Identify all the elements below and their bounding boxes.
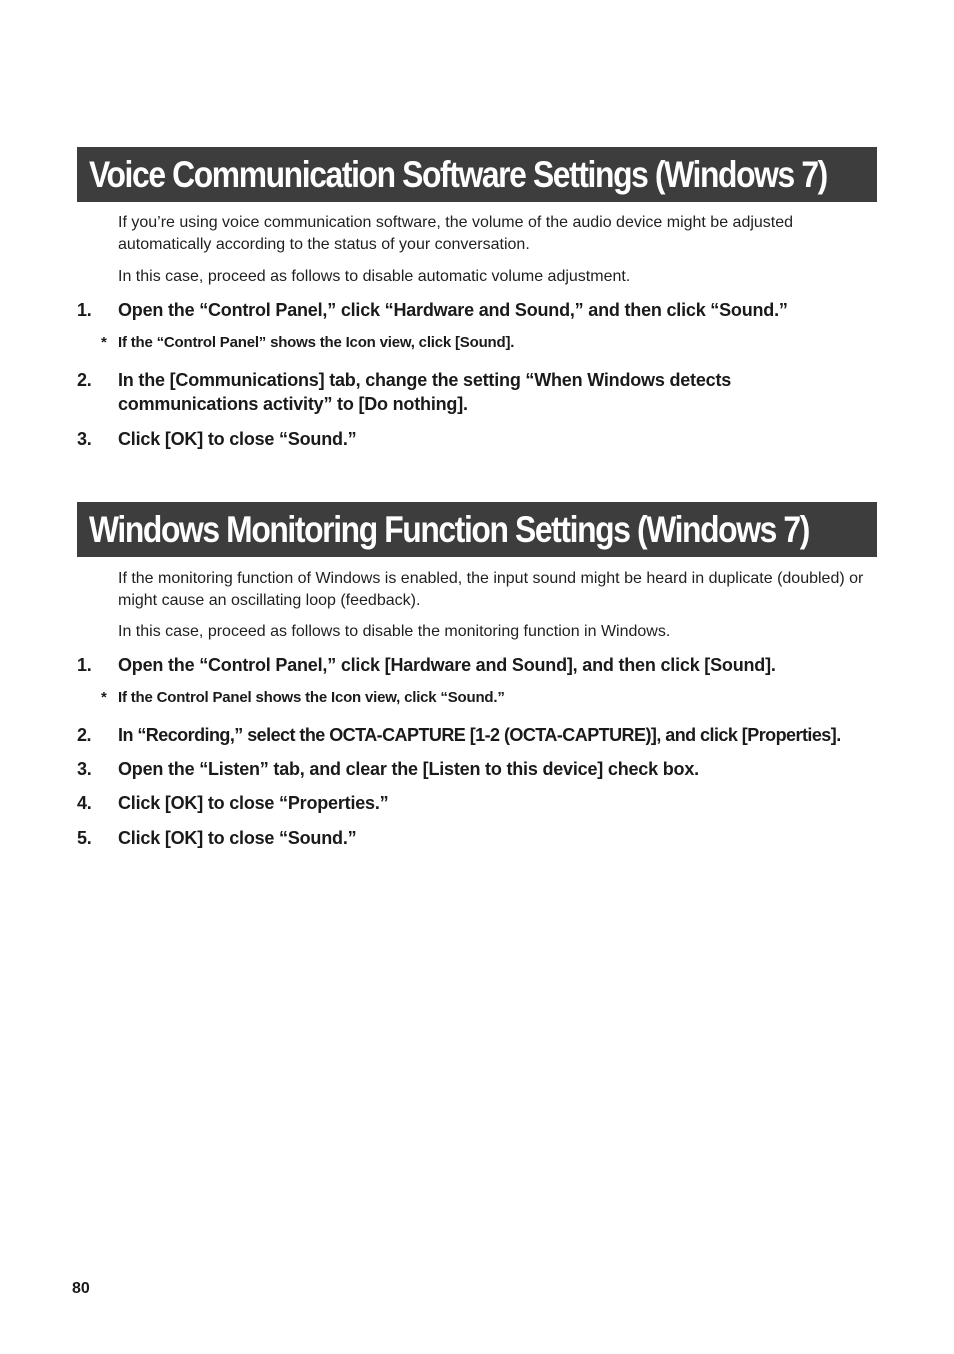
step-item [77,826,918,850]
step-text: Open the “Listen” tab, and clear the [Listen to this device] check box. [118,759,699,779]
section-title-banner [77,502,877,557]
note-text: If the “Control Panel” shows the Icon view, click [Sound]. [118,334,515,351]
section-title: Windows Monitoring Function Settings (Windows 7) [89,509,809,550]
step-number: 4. [77,793,92,813]
page-number: 80 [72,1280,90,1297]
step-number: 3. [77,429,92,449]
step-item [77,368,838,416]
step-number: 1. [77,655,92,675]
step-number: 3. [77,759,92,779]
step-text: Click [OK] to close “Properties.” [118,793,389,813]
section-voice-communication [77,147,877,202]
step-text: Click [OK] to close “Sound.” [118,828,357,848]
note-asterisk: * [101,689,107,706]
step-item [77,653,938,677]
note-asterisk: * [101,334,107,351]
step-item [77,757,918,781]
step-number: 1. [77,300,92,320]
step-text: Click [OK] to close “Sound.” [118,429,357,449]
intro-paragraph: In this case, proceed as follows to disable the monitoring function in Windows. [118,623,671,640]
step-number: 2. [77,725,91,745]
step-text: In “Recording,” select the OCTA-CAPTURE [1-2 (OCTA-CAPTURE)], and click [Properties]. [118,725,841,745]
note-item [77,688,918,708]
step-text: Open the “Control Panel,” click [Hardware and Sound], and then click [Sound]. [118,655,776,675]
step-item [77,791,918,815]
note-text: If the Control Panel shows the Icon view, click “Sound.” [118,689,505,706]
step-item [77,298,918,322]
step-number: 2. [77,370,92,390]
step-item [77,723,948,747]
intro-paragraph: If the monitoring function of Windows is enabled, the input sound might be heard in duplicate (doubled) or might cause an oscillating loop (feedback). [118,570,864,609]
section-title: Voice Communication Software Settings (Windows 7) [89,154,827,195]
step-item [77,427,918,451]
intro-paragraph: If you’re using voice communication software, the volume of the audio device might be adjusted automatically according to the status of your conversation. [118,214,794,253]
step-text: In the [Communications] tab, change the setting “When Windows detects communications activity” to [Do nothing]. [118,370,732,414]
section-title-banner [77,147,877,202]
step-text: Open the “Control Panel,” click “Hardware and Sound,” and then click “Sound.” [118,300,788,320]
intro-paragraph: In this case, proceed as follows to disable automatic volume adjustment. [118,268,631,285]
section-windows-monitoring [77,502,877,557]
step-number: 5. [77,828,92,848]
note-item [77,333,918,353]
